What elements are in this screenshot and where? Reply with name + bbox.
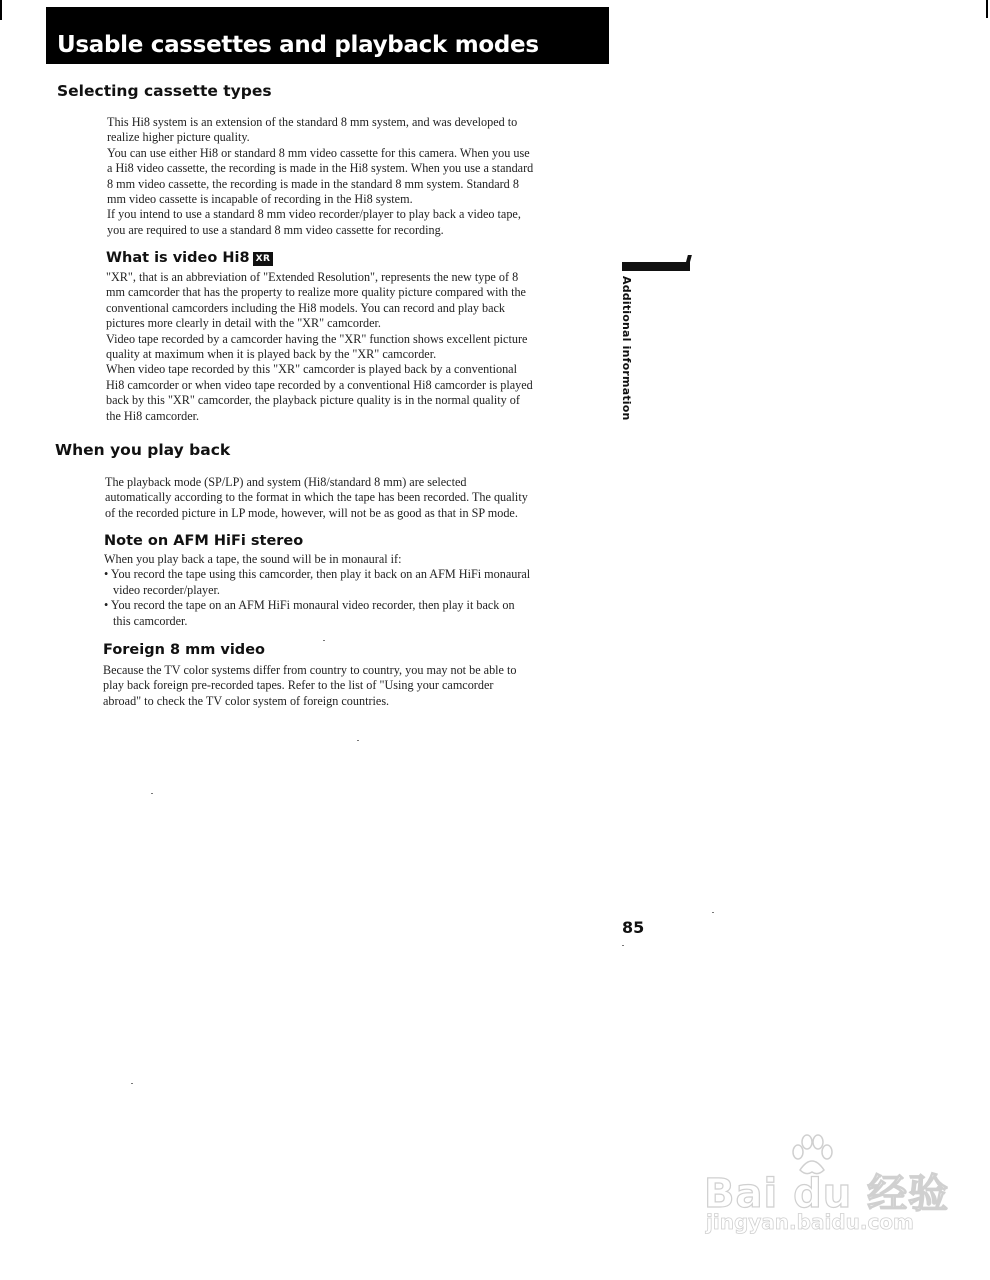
page-number: 85 bbox=[622, 918, 645, 937]
xr-paragraph bbox=[106, 270, 533, 424]
text-line: The playback mode (SP/LP) and system (Hi8/standard 8 mm) are selected bbox=[105, 475, 467, 489]
text-line: You can use either Hi8 or standard 8 mm video cassette for this camera. When you use bbox=[107, 145, 530, 160]
text-line: "XR", that is an abbreviation of "Extended Resolution", represents the new type of 8 bbox=[106, 270, 519, 284]
section-heading-play-back: When you play back bbox=[55, 441, 231, 459]
text-line: abroad" to check the TV color system of foreign countries. bbox=[103, 693, 390, 708]
bullet-item: • You record the tape using this camcorder, then play it back on an AFM HiFi monaural bbox=[104, 567, 531, 582]
scan-speck bbox=[712, 912, 714, 913]
text-line: a Hi8 video cassette, the recording is made in the Hi8 system. When you use a standard bbox=[107, 161, 534, 176]
page-title: Usable cassettes and playback modes bbox=[46, 7, 609, 64]
subheading-afm-hifi: Note on AFM HiFi stereo bbox=[104, 533, 304, 549]
watermark-url-text: jingyan.baidu.com bbox=[706, 1210, 914, 1234]
text-line: of the recorded picture in LP mode, however, will not be as good as that in SP mode. bbox=[105, 505, 518, 520]
text-line: play back foreign pre-recorded tapes. Refer to the list of "Using your camcorder bbox=[103, 678, 494, 693]
text-line: Hi8 camcorder or when video tape recorded by a conventional Hi8 camcorder is played bbox=[106, 377, 533, 392]
scan-speck bbox=[357, 740, 359, 741]
scan-speck bbox=[622, 945, 624, 946]
baidu-jingyan-watermark bbox=[704, 1128, 950, 1248]
text-line: mm video cassette is incapable of recording in the Hi8 system. bbox=[107, 192, 413, 207]
scan-edge-mark-right bbox=[986, 0, 988, 18]
text-line: If you intend to use a standard 8 mm video recorder/player to play back a video tape, bbox=[107, 207, 521, 222]
text-line: automatically according to the format in which the tape has been recorded. The quality bbox=[105, 490, 528, 505]
side-tab-marker bbox=[622, 262, 690, 271]
scan-edge-mark-left bbox=[0, 0, 2, 20]
side-tab-tick bbox=[684, 255, 692, 269]
text-line: Video tape recorded by a camcorder having the "XR" function shows excellent picture bbox=[106, 331, 528, 346]
text-line: back by this "XR" camcorder, the playback picture quality is in the normal quality of bbox=[106, 393, 520, 408]
text-line: 8 mm video cassette, the recording is made in the standard 8 mm system. Standard 8 bbox=[107, 176, 519, 191]
cassette-types-paragraph bbox=[107, 115, 533, 238]
playback-paragraph bbox=[105, 475, 528, 521]
xr-logo-icon: XR bbox=[253, 252, 274, 266]
text-line: This Hi8 system is an extension of the standard 8 mm system, and was developed to bbox=[107, 115, 518, 129]
bullet-item-continuation: this camcorder. bbox=[113, 613, 188, 628]
foreign-paragraph bbox=[103, 663, 517, 709]
text-line: When video tape recorded by this "XR" camcorder is played back by a conventional bbox=[106, 362, 517, 377]
text-line: mm camcorder that has the property to realize more quality picture compared with the bbox=[106, 285, 526, 300]
text-line: you are required to use a standard 8 mm video cassette for recording. bbox=[107, 222, 444, 237]
bullet-item: • You record the tape on an AFM HiFi monaural video recorder, then play it back on bbox=[104, 598, 515, 613]
text-line: When you play back a tape, the sound will be in monaural if: bbox=[104, 552, 402, 566]
text-line: conventional camcorders including the Hi8 models. You can record and play back bbox=[106, 300, 506, 315]
scan-speck bbox=[131, 1083, 133, 1084]
section-heading-cassette-types: Selecting cassette types bbox=[57, 82, 272, 100]
watermark-main-text: Bai du 经验 bbox=[704, 1171, 950, 1217]
text-line: realize higher picture quality. bbox=[107, 130, 250, 145]
subheading-foreign-video: Foreign 8 mm video bbox=[103, 642, 265, 658]
afm-paragraph bbox=[104, 552, 530, 629]
side-tab-label: Additional information bbox=[620, 276, 633, 421]
text-line: the Hi8 camcorder. bbox=[106, 408, 200, 423]
text-line: pictures more clearly in detail with the "XR" camcorder. bbox=[106, 316, 381, 331]
text-line: Because the TV color systems differ from country to country, you may not be able to bbox=[103, 663, 517, 677]
text-line: quality at maximum when it is played back by the "XR" camcorder. bbox=[106, 347, 437, 362]
subheading-what-is-video-hi8 bbox=[106, 250, 273, 266]
scan-speck bbox=[323, 640, 325, 641]
subheading-text: What is video Hi8 bbox=[106, 250, 250, 266]
scan-speck bbox=[151, 793, 153, 794]
bullet-item-continuation: video recorder/player. bbox=[113, 582, 220, 597]
